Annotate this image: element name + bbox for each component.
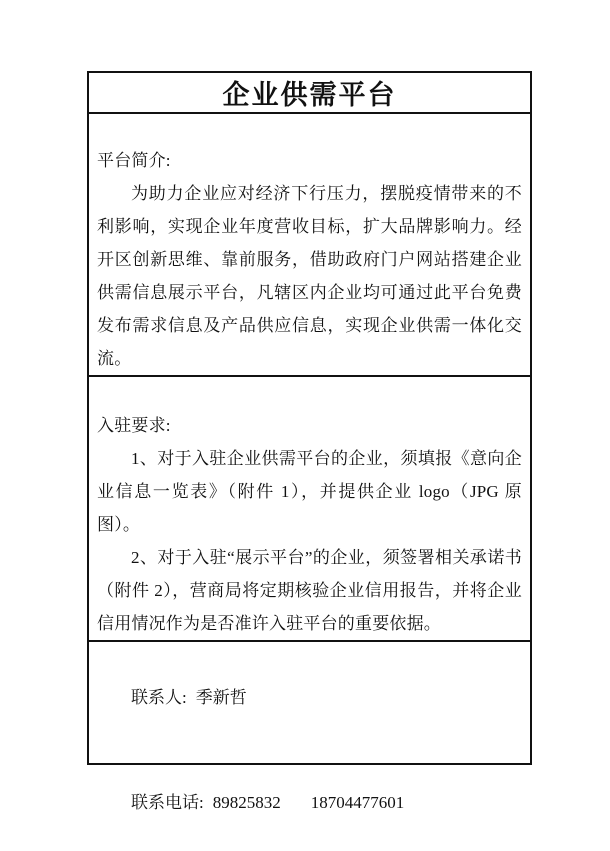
contact-phone-row [97, 750, 522, 851]
requirement-item-1: 1、对于入驻企业供需平台的企业，须填报《意向企业信息一览表》（附件 1），并提供企业 logo（JPG 原图）。 [97, 449, 522, 534]
document-table [87, 71, 532, 812]
intro-heading: 平台简介: [97, 151, 171, 170]
contact-phone-number-1: 89825832 [212, 793, 281, 812]
requirements-heading: 入驻要求: [97, 416, 171, 435]
intro-section [89, 114, 530, 377]
contact-phone-label: 联系电话: [131, 793, 204, 812]
contact-person-label: 联系人: [131, 688, 187, 707]
requirements-section [89, 377, 530, 642]
document-title: 企业供需平台 [89, 73, 530, 114]
intro-paragraph: 为助力企业应对经济下行压力，摆脱疫情带来的不利影响，实现企业年度营收目标，扩大品牌影响力。经开区创新思维、靠前服务，借助政府门户网站搭建企业供需信息展示平台，凡辖区内企业均可通过此平台免费发布需求信息及产品供应信息，实现企业供需一体化交流。 [97, 184, 522, 368]
contact-person-row [97, 645, 522, 750]
contact-section [89, 642, 530, 851]
contact-person-name: 季新哲 [195, 688, 247, 707]
requirement-item-2: 2、对于入驻“展示平台”的企业，须签署相关承诺书（附件 2），营商局将定期核验企业信用报告，并将企业信用情况作为是否准许入驻平台的重要依据。 [97, 548, 522, 633]
contact-phone-number-2: 18704477601 [310, 793, 405, 812]
